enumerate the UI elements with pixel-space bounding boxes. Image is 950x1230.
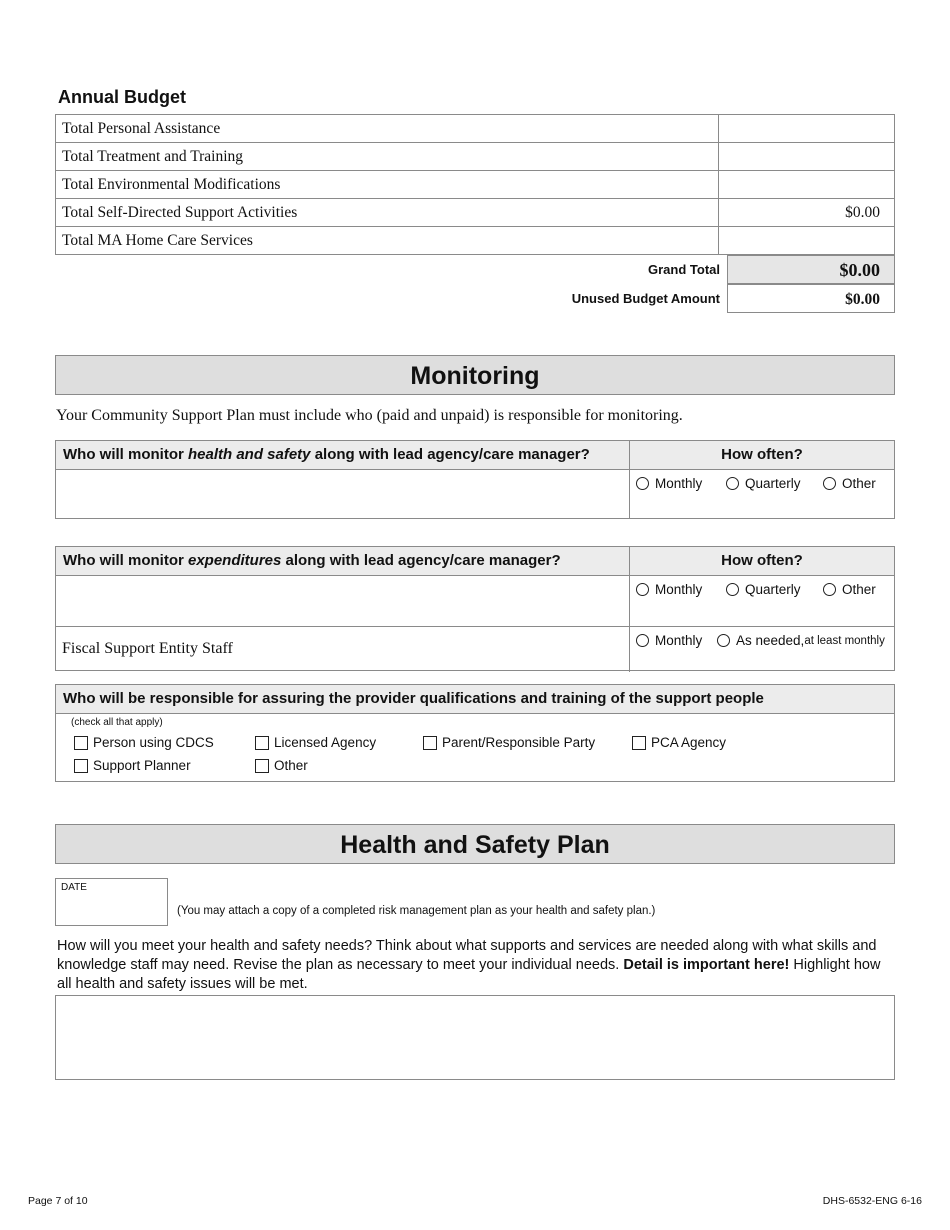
- budget-amount-field[interactable]: [719, 143, 895, 171]
- check-all-note: (check all that apply): [71, 717, 163, 728]
- checkbox-other[interactable]: Other: [255, 758, 308, 773]
- health-safety-instructions: How will you meet your health and safety needs? Think about what supports and services are needed along with what skills and knowledge staff may need. Revise the plan as necessary to meet your individual needs. Detail is important here! Highlight how all health and safety issues will be met.: [57, 938, 881, 992]
- page-number: Page 7 of 10: [28, 1195, 88, 1207]
- fse-monitor-cell: [56, 627, 629, 672]
- radio-monthly[interactable]: Monthly: [636, 582, 702, 597]
- radio-circle-icon: [726, 583, 739, 596]
- grand-total-label: Grand Total: [648, 262, 720, 277]
- radio-fse-monthly[interactable]: Monthly: [636, 633, 702, 648]
- unused-budget-label: Unused Budget Amount: [571, 291, 720, 306]
- checkbox-person-using-cdcs[interactable]: Person using CDCS: [74, 735, 214, 750]
- date-label: DATE: [61, 882, 87, 893]
- health-monitor-header: [56, 441, 894, 470]
- health-safety-section-title: Health and Safety Plan: [55, 824, 895, 864]
- checkbox-licensed-agency[interactable]: Licensed Agency: [255, 735, 376, 750]
- radio-fse-as-needed[interactable]: As needed, at least monthly: [717, 633, 885, 648]
- health-monitor-row: [56, 470, 894, 519]
- radio-other[interactable]: Other: [823, 476, 876, 491]
- checkbox-icon: [74, 736, 88, 750]
- checkbox-icon: [255, 736, 269, 750]
- radio-circle-icon: [636, 634, 649, 647]
- budget-label: Total Environmental Modifications: [56, 171, 719, 199]
- qualifications-question: Who will be responsible for assuring the provider qualifications and training of the support people: [56, 685, 894, 714]
- radio-other[interactable]: Other: [823, 582, 876, 597]
- table-row: [56, 143, 895, 171]
- radio-circle-icon: [636, 477, 649, 490]
- health-monitor-question: Who will monitor health and safety along with lead agency/care manager?: [63, 446, 590, 463]
- table-row: [56, 227, 895, 255]
- radio-circle-icon: [726, 477, 739, 490]
- checkbox-icon: [74, 759, 88, 773]
- budget-label: Total MA Home Care Services: [56, 227, 719, 255]
- budget-amount-field[interactable]: [719, 115, 895, 143]
- table-row: [56, 171, 895, 199]
- how-often-label: How often?: [629, 547, 894, 575]
- expenditure-monitor-table: [55, 546, 895, 671]
- table-row: [56, 115, 895, 143]
- expenditure-monitor-question: Who will monitor expenditures along with lead agency/care manager?: [63, 552, 561, 569]
- unused-budget-value: $0.00: [727, 284, 895, 313]
- how-often-label: How often?: [629, 441, 894, 469]
- budget-title: Annual Budget: [58, 87, 186, 107]
- budget-amount-field[interactable]: [719, 227, 895, 255]
- budget-label: Total Self-Directed Support Activities: [56, 199, 719, 227]
- budget-label: Total Personal Assistance: [56, 115, 719, 143]
- fse-label: Fiscal Support Entity Staff: [62, 640, 233, 657]
- form-id: DHS-6532-ENG 6-16: [822, 1195, 922, 1207]
- fse-monitor-row: [56, 627, 894, 672]
- unused-budget-row: [55, 284, 895, 314]
- expenditure-monitor-name-field[interactable]: [56, 576, 629, 626]
- radio-circle-icon: [823, 477, 836, 490]
- radio-circle-icon: [823, 583, 836, 596]
- budget-amount-field[interactable]: $0.00: [719, 199, 895, 227]
- checkbox-icon: [632, 736, 646, 750]
- radio-monthly[interactable]: Monthly: [636, 476, 702, 491]
- table-row: [56, 199, 895, 227]
- monitoring-section-title: Monitoring: [55, 355, 895, 395]
- radio-circle-icon: [717, 634, 730, 647]
- budget-label: Total Treatment and Training: [56, 143, 719, 171]
- health-monitor-table: [55, 440, 895, 519]
- checkbox-icon: [423, 736, 437, 750]
- date-field[interactable]: [55, 878, 168, 926]
- grand-total-value: $0.00: [727, 255, 895, 284]
- radio-quarterly[interactable]: Quarterly: [726, 582, 801, 597]
- radio-quarterly[interactable]: Quarterly: [726, 476, 801, 491]
- grand-total-row: [55, 255, 895, 285]
- health-safety-plan-field[interactable]: [55, 995, 895, 1080]
- qualifications-table: [55, 684, 895, 782]
- checkbox-support-planner[interactable]: Support Planner: [74, 758, 191, 773]
- checkbox-parent-responsible-party[interactable]: Parent/Responsible Party: [423, 735, 595, 750]
- fse-frequency-options: [629, 627, 894, 672]
- expenditure-monitor-header: [56, 547, 894, 576]
- monitoring-intro: Your Community Support Plan must include who (paid and unpaid) is responsible for monitoring.: [56, 407, 683, 424]
- health-frequency-options: [629, 470, 894, 519]
- expenditure-monitor-row: [56, 576, 894, 627]
- checkbox-pca-agency[interactable]: PCA Agency: [632, 735, 726, 750]
- checkbox-icon: [255, 759, 269, 773]
- attach-note: (You may attach a copy of a completed risk management plan as your health and safety plan.): [177, 905, 656, 917]
- radio-circle-icon: [636, 583, 649, 596]
- budget-table: [55, 114, 895, 255]
- expenditure-frequency-options: [629, 576, 894, 626]
- health-monitor-name-field[interactable]: [56, 470, 629, 519]
- budget-amount-field[interactable]: [719, 171, 895, 199]
